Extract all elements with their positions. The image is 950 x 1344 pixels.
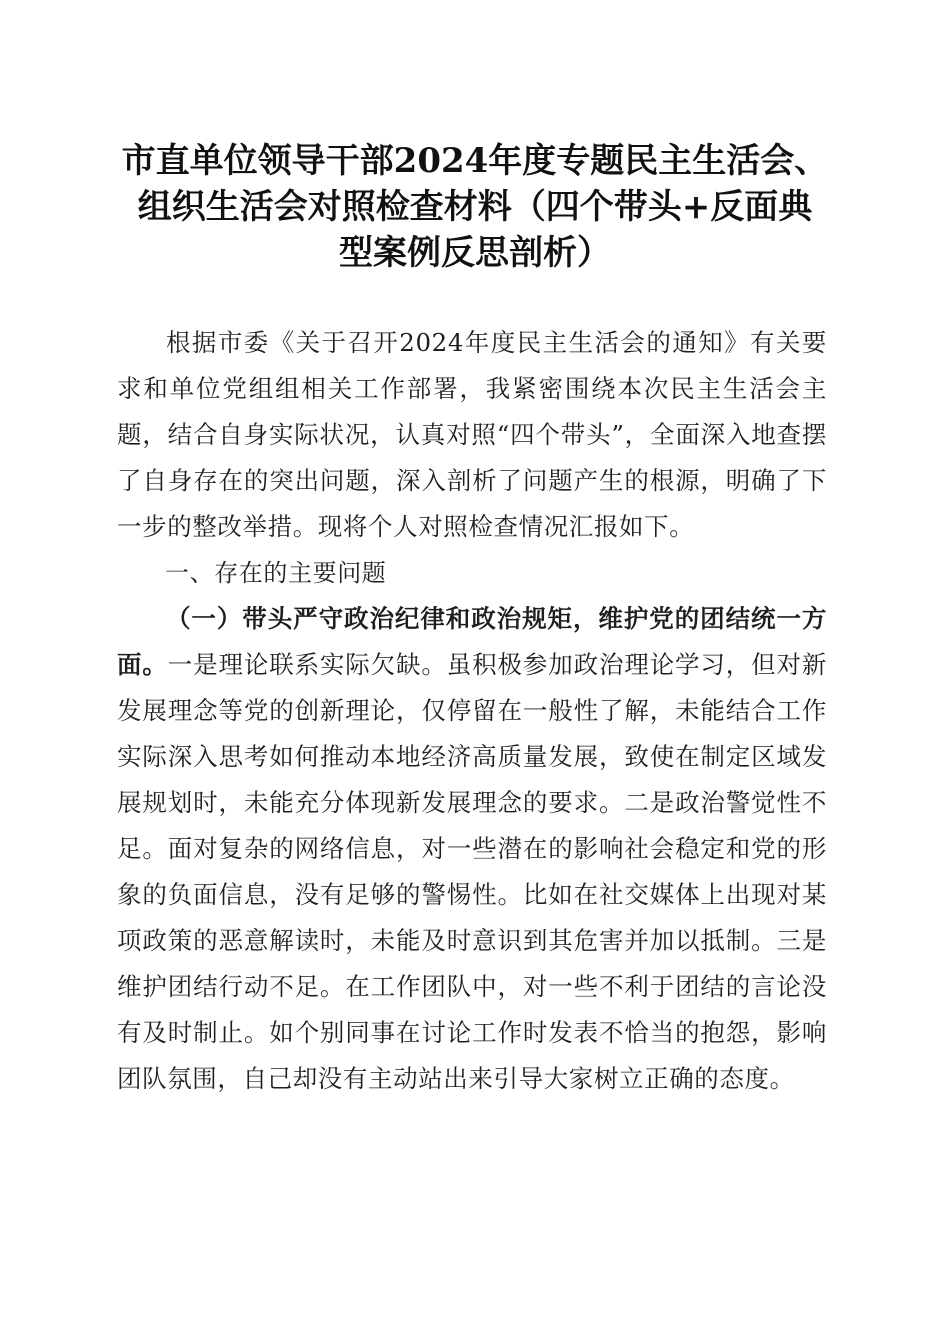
document-title bbox=[100, 138, 850, 276]
intro-paragraph: 根据市委《关于召开2024年度民主生活会的通知》有关要求和单位党组组相关工作部署，我紧密围绕本次民主生活会主题，结合自身实际状况，认真对照“四个带头”，全面深入地查摆了自身存在的突出问题，深入剖析了问题产生的根源，明确了下一步的整改举措。现将个人对照检查情况汇报如下。 bbox=[117, 328, 827, 541]
subsection-paragraph-1 bbox=[117, 596, 827, 1102]
title-line-3: 型案例反思剖析） bbox=[339, 233, 611, 273]
title-line-1: 市直单位领导干部2024年度专题民主生活会、 bbox=[121, 141, 829, 181]
subsection-lead-1: （一）带头严守政治纪律和政治规矩，维护党的团结统一方面。 bbox=[117, 604, 827, 679]
subsection-text-1: 一是理论联系实际欠缺。虽积极参加政治理论学习，但对新发展理念等党的创新理论，仅停留在一般性了解，未能结合工作实际深入思考如何推动本地经济高质量发展，致使在制定区域发展规划时，未能充分体现新发展理念的要求。二是政治警觉性不足。面对复杂的网络信息，对一些潜在的影响社会稳定和党的形象的负面信息，没有足够的警惕性。比如在社交媒体上出现对某项政策的恶意解读时，未能及时意识到其危害并加以抵制。三是维护团结行动不足。在工作团队中，对一些不利于团结的言论没有及时制止。如个别同事在讨论工作时发表不恰当的抱怨，影响团队氛围，自己却没有主动站出来引导大家树立正确的态度。 bbox=[117, 650, 827, 1093]
document-body bbox=[117, 320, 827, 1102]
section-heading-1: 一、存在的主要问题 bbox=[165, 559, 387, 587]
title-line-2: 组织生活会对照检查材料（四个带头+反面典 bbox=[137, 187, 813, 227]
